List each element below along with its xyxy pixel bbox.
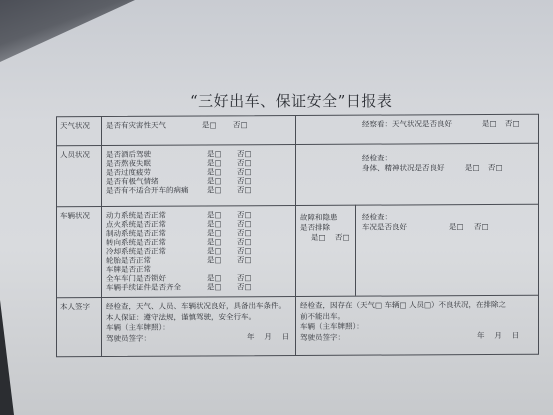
column-divider: [101, 117, 102, 356]
vehicle-question: 车牌是否正常: [106, 264, 151, 275]
signature-left-line: 本人保证：遵守法规，谨慎驾驶，安全行车。: [106, 311, 256, 322]
vehicle-question: 动力系统是否正常: [106, 210, 166, 221]
vehicle-question: 制动系统是否正常: [106, 228, 166, 239]
vehicle-yes-column: [207, 210, 222, 291]
personnel-yes-checkbox[interactable]: 是□: [207, 167, 222, 177]
weather-check-yes-checkbox[interactable]: 是□: [482, 118, 497, 129]
personnel-no-column: [237, 149, 252, 194]
personnel-no-checkbox[interactable]: 否□: [237, 149, 252, 159]
column-divider: [355, 205, 356, 296]
driver-signature-field[interactable]: 驾驶员签字：: [106, 333, 151, 343]
personnel-question: 是否有极气情绪: [106, 176, 159, 187]
vehicle-no-checkbox[interactable]: 否□: [237, 282, 252, 292]
vehicle-no-checkbox[interactable]: 否□: [237, 210, 252, 220]
fault-title: 故障和隐患: [300, 212, 338, 222]
personnel-question: 是否过度疲劳: [106, 167, 151, 178]
vehicle-question: 冷却系统是否正常: [106, 246, 166, 257]
signature-left-line: 经检查，天气、人员、车辆状况良好，具备出车条件。: [106, 301, 286, 312]
vehicle-no-checkbox[interactable]: 否□: [237, 219, 252, 229]
row-divider: [57, 143, 538, 147]
personnel-question: 是否熬夜失眠: [106, 158, 151, 169]
personnel-question-list: [106, 150, 189, 195]
row-label-personnel: 人员状况: [60, 150, 90, 160]
fault-question: 是否排除: [300, 222, 330, 232]
row-label-signature: 本人签字: [60, 302, 90, 312]
row-label-vehicle: 车辆状况: [60, 211, 90, 221]
signature-right-block: [300, 300, 506, 343]
vehicle-question: 车辆手续证件是否齐全: [106, 282, 181, 293]
vehicle-yes-checkbox[interactable]: 是□: [207, 228, 222, 238]
personnel-check-no-checkbox[interactable]: 否□: [488, 162, 503, 173]
personnel-yes-column: [207, 149, 222, 194]
signature-right-line: 经检查，因存在（天气□ 车辆□ 人员□）不良状况，在排除之: [300, 299, 507, 310]
personnel-yes-checkbox[interactable]: 是□: [207, 176, 222, 186]
personnel-no-checkbox[interactable]: 否□: [237, 176, 252, 186]
vehicle-question: 全车车门是否锁好: [106, 273, 166, 284]
row-divider: [57, 295, 538, 299]
personnel-check-yes-checkbox[interactable]: 是□: [465, 163, 480, 173]
vehicle-plate-field[interactable]: 车辆（主车牌照）：: [106, 322, 170, 333]
vehicle-check-text: 车况是否良好: [362, 222, 407, 232]
vehicle-yes-checkbox[interactable]: 是□: [207, 219, 222, 229]
vehicle-yes-checkbox[interactable]: 是□: [207, 255, 222, 265]
vehicle-check-no-checkbox[interactable]: 否□: [474, 221, 489, 232]
weather-yes-checkbox[interactable]: 是□: [202, 120, 217, 130]
vehicle-yes-checkbox[interactable]: 是□: [207, 210, 222, 220]
row-divider: [57, 204, 538, 208]
vehicle-yes-checkbox[interactable]: 是□: [207, 237, 222, 247]
vehicle-yes-checkbox[interactable]: 是□: [207, 273, 222, 283]
weather-question: 是否有灾害性天气: [106, 120, 166, 131]
personnel-yes-checkbox[interactable]: 是□: [207, 185, 222, 195]
signature-left-date[interactable]: 年 月 日: [247, 332, 290, 342]
vehicle-yes-checkbox[interactable]: 是□: [207, 282, 222, 292]
weather-no-checkbox[interactable]: 否□: [233, 120, 248, 130]
vehicle-check-yes-checkbox[interactable]: 是□: [449, 222, 464, 232]
report-table: [56, 114, 539, 358]
vehicle-plate-field[interactable]: 车辆（主车牌照）：: [300, 321, 364, 331]
form-title: “三好出车、保证安全”日报表: [190, 92, 393, 110]
weather-check-no-checkbox[interactable]: 否□: [505, 118, 520, 128]
driver-signature-field[interactable]: 驾驶员签字：: [300, 332, 345, 342]
fault-no-checkbox[interactable]: 否□: [335, 232, 350, 242]
personnel-question: 是否酒后驾驶: [106, 149, 151, 160]
vehicle-no-checkbox[interactable]: 否□: [237, 246, 252, 256]
vehicle-question-list: [106, 211, 181, 292]
personnel-no-checkbox[interactable]: 否□: [237, 167, 252, 177]
vehicle-no-column: [237, 210, 252, 291]
personnel-no-checkbox[interactable]: 否□: [237, 158, 252, 168]
fault-yes-checkbox[interactable]: 是□: [311, 232, 326, 242]
vehicle-check-title: 经检查：: [362, 212, 392, 222]
vehicle-yes-checkbox[interactable]: 是□: [207, 246, 222, 256]
vehicle-no-checkbox[interactable]: 否□: [237, 255, 252, 265]
personnel-check-title: 经检查：: [362, 153, 392, 163]
personnel-question: 是否有不适合开车的病痛: [106, 185, 189, 196]
vehicle-no-checkbox[interactable]: [237, 264, 252, 273]
weather-check-text: 经察看：天气状况是否良好: [362, 119, 452, 129]
vehicle-no-checkbox[interactable]: 否□: [237, 228, 252, 238]
vehicle-question: 轮胎是否正常: [106, 255, 151, 266]
signature-right-line: 前不能出车。: [300, 311, 345, 321]
vehicle-question: 转向系统是否正常: [106, 237, 166, 248]
vehicle-yes-checkbox[interactable]: [207, 264, 222, 273]
personnel-no-checkbox[interactable]: 否□: [237, 185, 252, 195]
vehicle-question: 点火系统是否正常: [106, 219, 166, 230]
personnel-yes-checkbox[interactable]: 是□: [207, 158, 222, 168]
signature-right-date[interactable]: 年 月 日: [477, 330, 520, 341]
row-label-weather: 天气状况: [60, 121, 90, 131]
vehicle-no-checkbox[interactable]: 否□: [237, 273, 252, 283]
personnel-yes-checkbox[interactable]: 是□: [207, 149, 222, 159]
column-divider: [295, 116, 296, 355]
personnel-check-text: 身体、精神状况是否良好: [362, 163, 445, 173]
vehicle-no-checkbox[interactable]: 否□: [237, 237, 252, 247]
